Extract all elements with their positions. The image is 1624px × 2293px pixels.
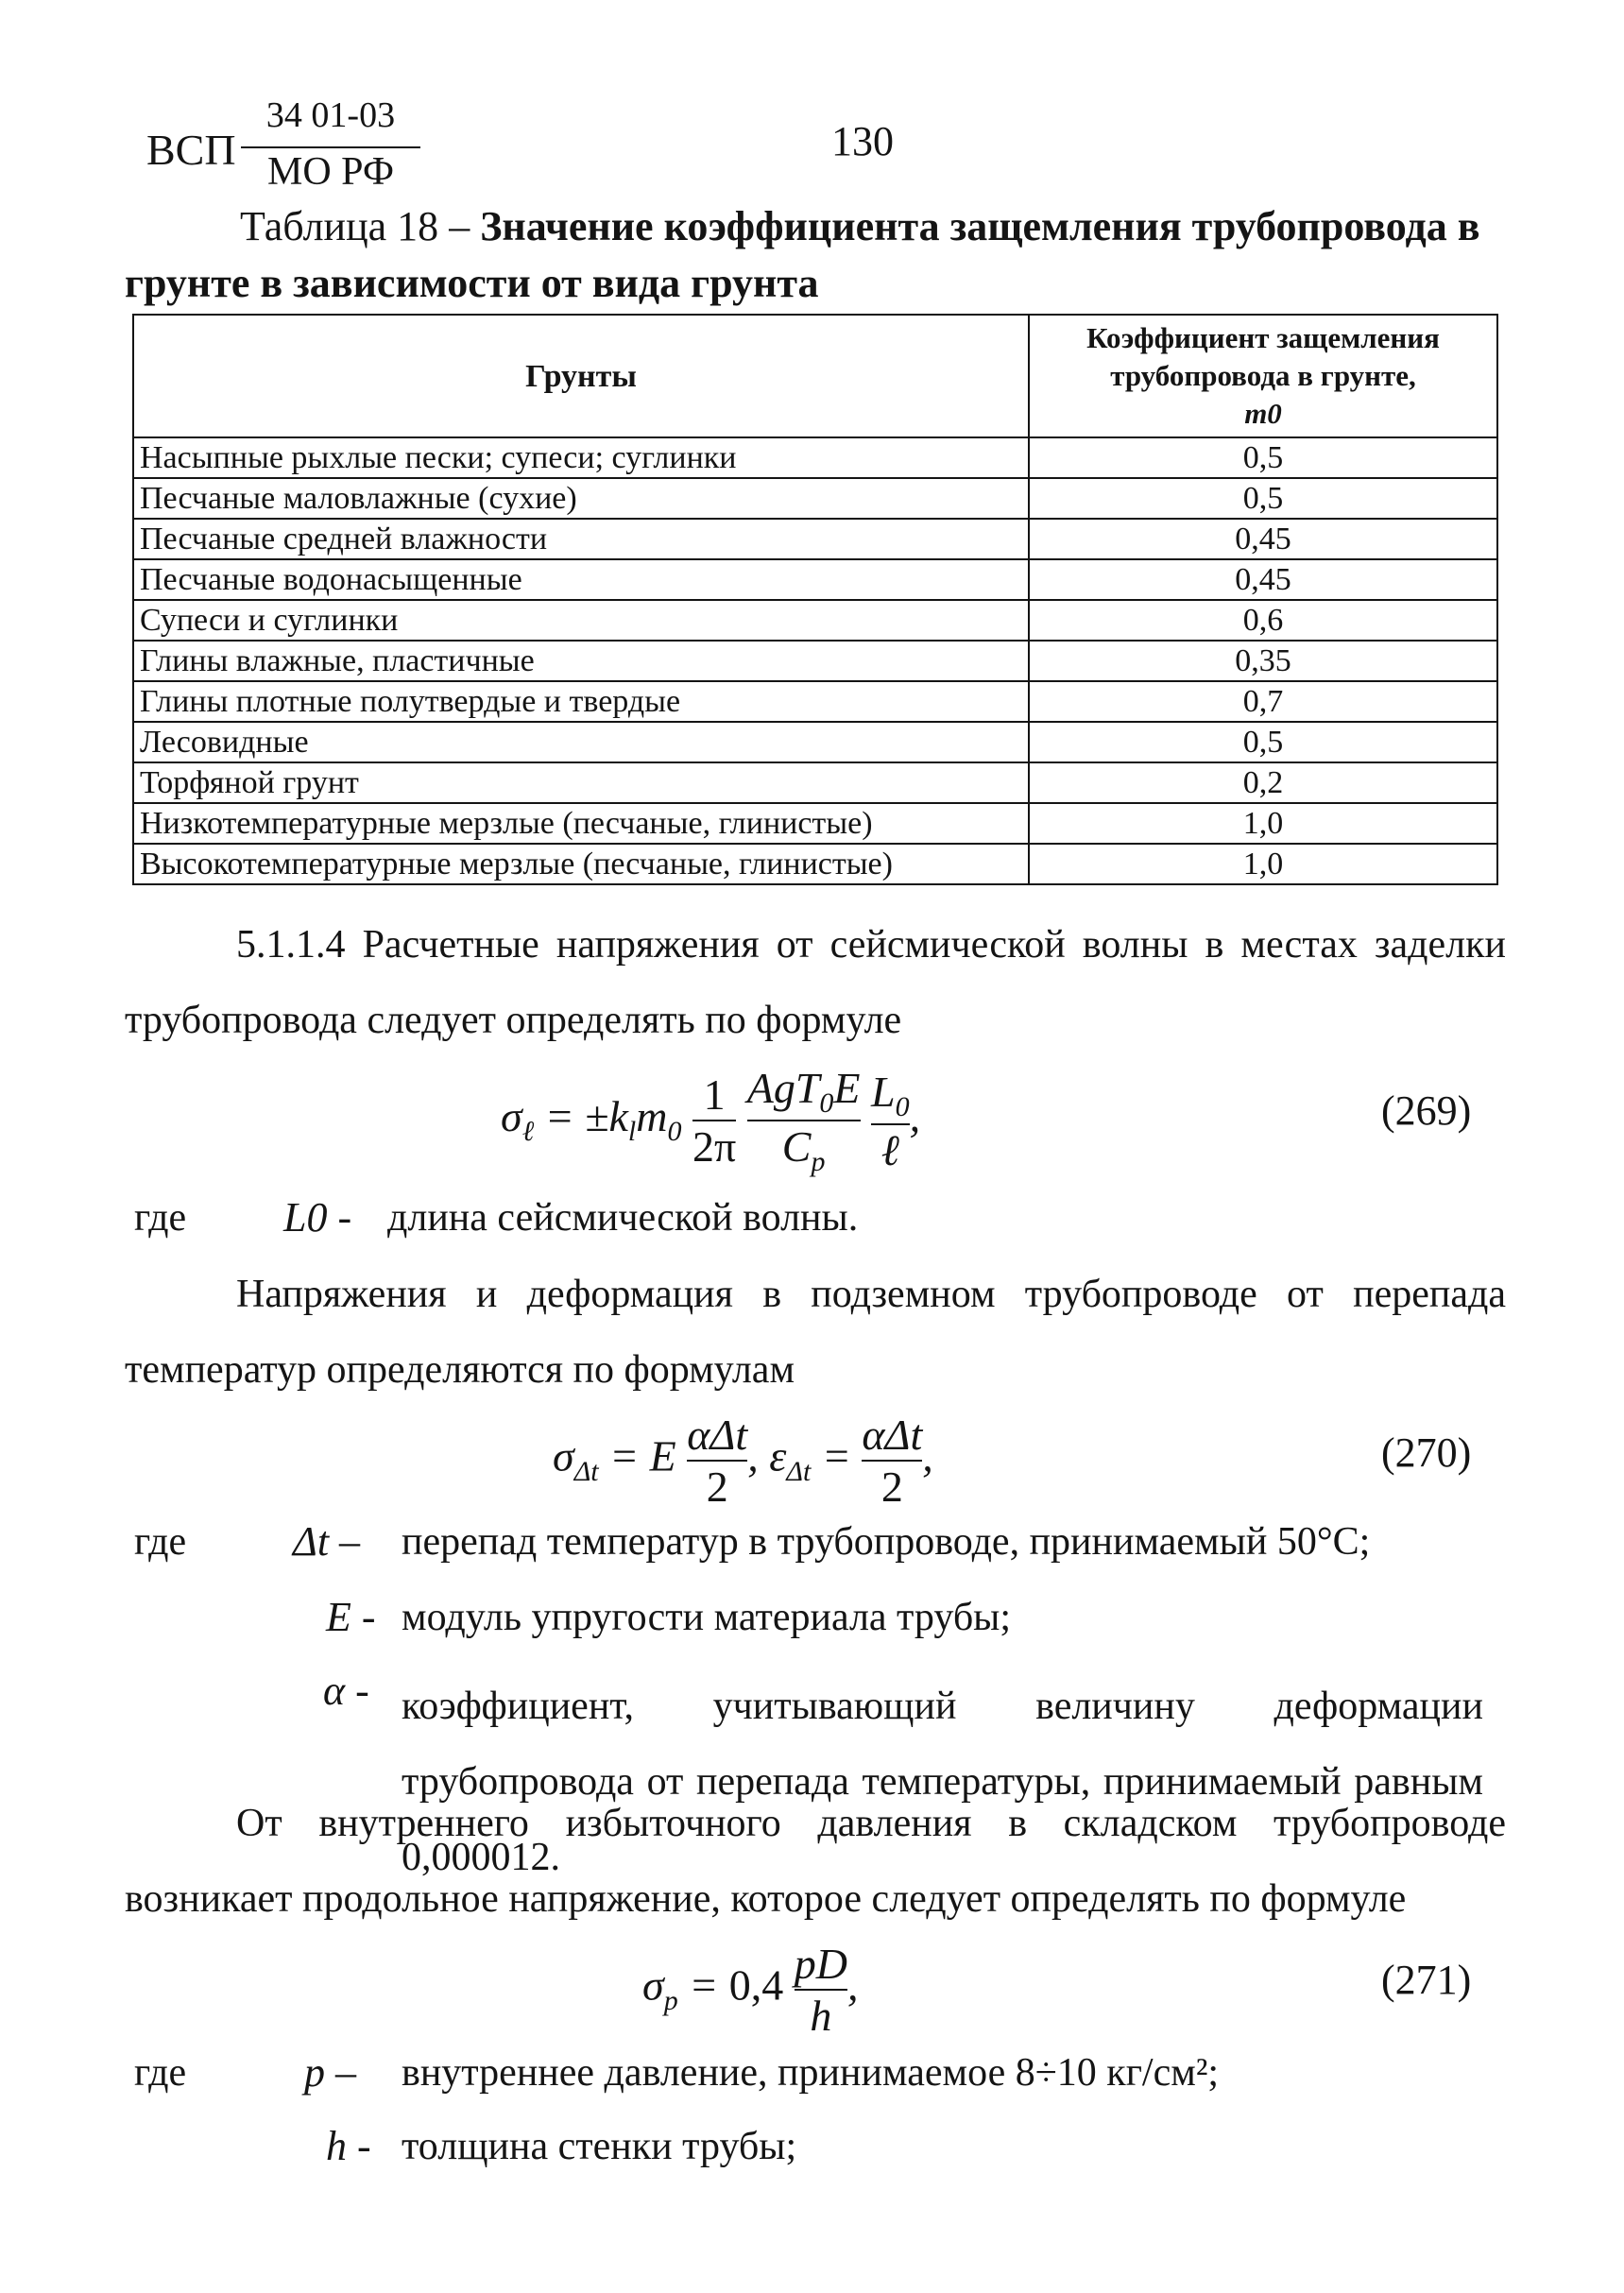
symbol-h: h - (326, 2123, 371, 2169)
document-code-numerator: 34 01-03 (265, 95, 396, 135)
table-caption-number: Таблица 18 (240, 203, 439, 249)
formula-270: $\sigma_{\Delta t} = E$ $\frac{\text{αΔt}}{2}$ , $\varepsilon_{\Delta t}$ = $\frac{\text{αΔt}}{2}$ , (553, 1411, 933, 1511)
soil-cell: Высокотемпературные мерзлые (песчаные, глинистые) (133, 844, 1029, 884)
document-code-denominator: МО РФ (267, 150, 394, 194)
definition-L0: длина сейсмической волны. (387, 1196, 859, 1240)
column-header-symbol: m0 (1244, 397, 1282, 430)
table-row (133, 559, 1497, 600)
formula-269: $\sigma_\ell = \pm k_lm_0$ $\frac{1}{2\pi}$ $\frac{AgT_0E}{C_p}$ $\frac{L_0}{\text{ℓ}}$ , (501, 1064, 921, 1178)
equation-number-269: (269) (1381, 1087, 1472, 1134)
soil-cell: Торфяной грунт (133, 762, 1029, 803)
paragraph-temperature-stress: Напряжения и деформация в подземном трубопроводе от перепада температур определяются по формулам (125, 1273, 1506, 1392)
soil-cell: Песчаные средней влажности (133, 519, 1029, 559)
where-label: где (134, 1520, 187, 1564)
coefficient-cell: 0,6 (1029, 600, 1497, 641)
table-caption-dash: – (438, 203, 481, 249)
coefficient-cell: 1,0 (1029, 844, 1497, 884)
coefficient-cell: 0,45 (1029, 559, 1497, 600)
table-row (133, 437, 1497, 478)
where-label: где (134, 2051, 187, 2095)
definition-h: толщина стенки трубы; (402, 2125, 797, 2168)
table-caption-title: Значение коэффициента защемления трубопровода в грунте в зависимости от вида грунта (125, 203, 1480, 306)
definition-delta-t: перепад температур в трубопроводе, принимаемый 50°С; (402, 1520, 1371, 1564)
soil-cell: Супеси и суглинки (133, 600, 1029, 641)
symbol-E: E - (326, 1594, 376, 1640)
table-row (133, 844, 1497, 884)
coefficient-cell: 0,5 (1029, 437, 1497, 478)
paragraph-pressure-stress: От внутреннего избыточного давления в складском трубопроводе возникает продольное напряжение, которое следует определять по формуле (125, 1802, 1506, 1921)
table-row (133, 762, 1497, 803)
table-row (133, 803, 1497, 844)
symbol-L0: L0 - (283, 1194, 352, 1241)
symbol-alpha: α - (323, 1668, 369, 1714)
coefficient-cell: 0,35 (1029, 641, 1497, 681)
document-code (146, 94, 430, 198)
table-caption (125, 198, 1506, 312)
column-header-coefficient-text: Коэффициент защемления трубопровода в грунте, (1086, 321, 1440, 392)
definition-E: модуль упругости материала трубы; (402, 1596, 1012, 1639)
table-row (133, 478, 1497, 519)
coefficient-cell: 1,0 (1029, 803, 1497, 844)
column-header-soil: Грунты (133, 315, 1029, 437)
table-row (133, 600, 1497, 641)
soil-cell: Песчаные водонасыщенные (133, 559, 1029, 600)
table-row (133, 519, 1497, 559)
where-label: где (134, 1196, 187, 1240)
coefficient-cell: 0,5 (1029, 722, 1497, 762)
page-number: 130 (831, 118, 894, 164)
coefficient-cell: 0,45 (1029, 519, 1497, 559)
document-code-prefix: ВСП (146, 126, 236, 174)
definition-p: внутреннее давление, принимаемое 8÷10 кг/см²; (402, 2051, 1220, 2095)
column-header-coefficient (1029, 315, 1497, 437)
symbol-p: p – (304, 2049, 356, 2096)
symbol-delta-t: Δt – (293, 1518, 361, 1565)
coefficient-cell: 0,7 (1029, 681, 1497, 722)
table-header-row (133, 315, 1497, 437)
soil-cell: Насыпные рыхлые пески; супеси; суглинки (133, 437, 1029, 478)
table-row (133, 641, 1497, 681)
paragraph-seismic-stress: 5.1.1.4 Расчетные напряжения от сейсмической волны в местах заделки трубопровода следует определять по формуле (125, 923, 1506, 1042)
equation-number-271: (271) (1381, 1957, 1472, 2003)
formula-271: $\sigma_p = 0,4$ $\frac{pD}{h}$ , (642, 1940, 859, 2040)
definition-alpha: коэффициент, учитывающий величину деформации трубопровода от перепада температуры, принимаемый равным 0,000012. (402, 1685, 1483, 1879)
table-row (133, 722, 1497, 762)
soil-cell: Песчаные маловлажные (сухие) (133, 478, 1029, 519)
coefficient-cell: 0,2 (1029, 762, 1497, 803)
coefficient-cell: 0,5 (1029, 478, 1497, 519)
soil-cell: Лесовидные (133, 722, 1029, 762)
soil-cell: Глины влажные, пластичные (133, 641, 1029, 681)
table-row (133, 681, 1497, 722)
soil-cell: Глины плотные полутвердые и твердые (133, 681, 1029, 722)
soil-cell: Низкотемпературные мерзлые (песчаные, глинистые) (133, 803, 1029, 844)
coefficient-table (132, 314, 1498, 885)
document-code-fraction-line (241, 146, 420, 148)
equation-number-270: (270) (1381, 1429, 1472, 1476)
